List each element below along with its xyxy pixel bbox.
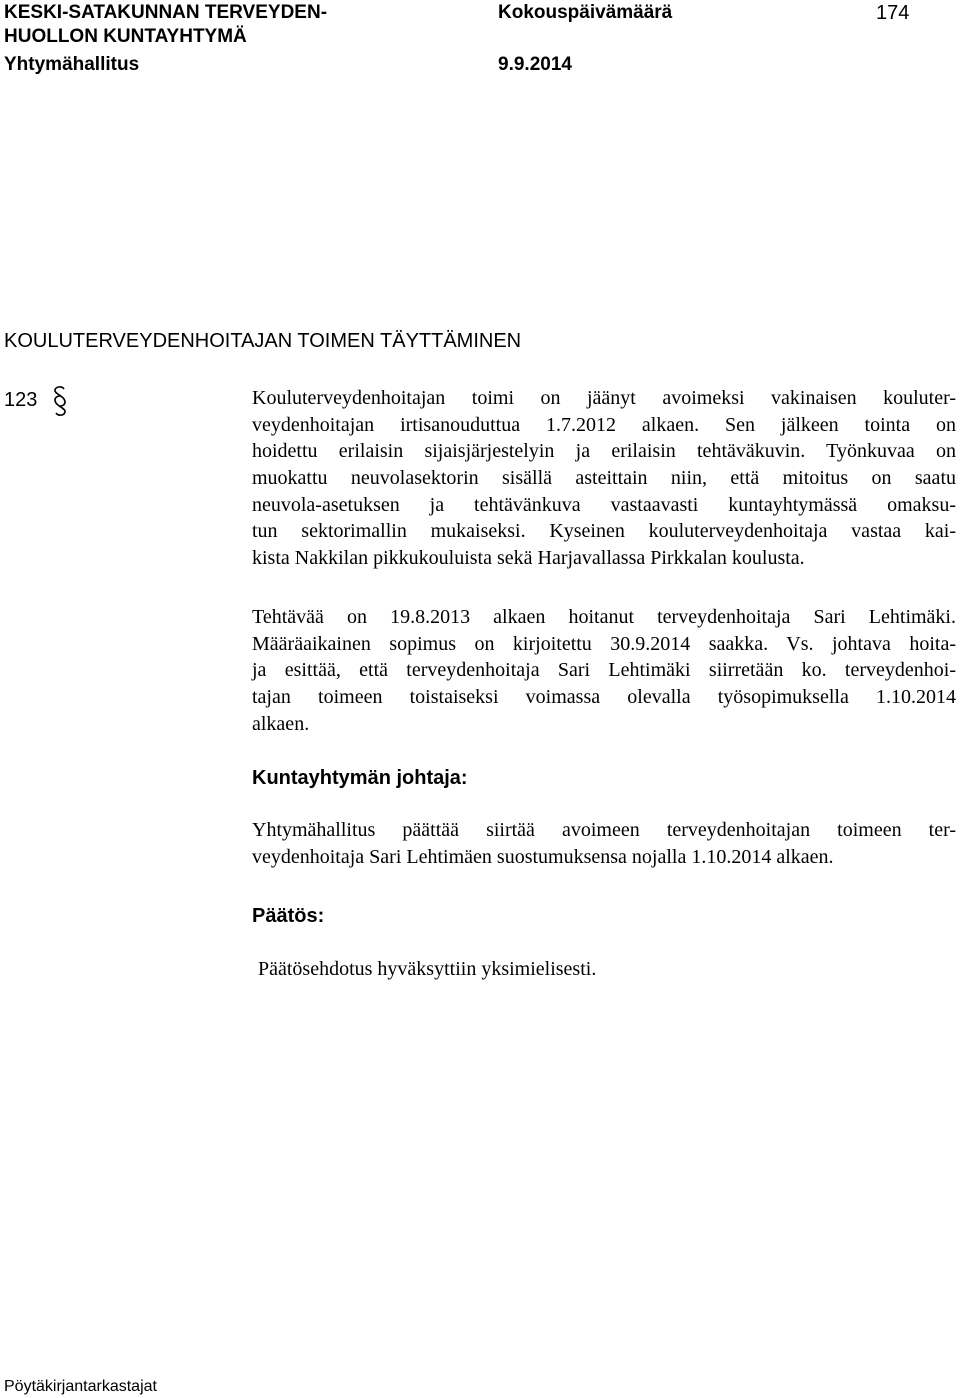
paragraph-line: veydenhoitajan irtisanouduttua 1.7.2012 alkaen. Sen jälkeen tointa on [252, 413, 956, 436]
paragraph-line: neuvola-asetuksen ja tehtävänkuva vastaavasti kuntayhtymässä omaksu- [252, 493, 956, 516]
decision-heading: Päätös: [252, 905, 325, 927]
proposal-heading: Kuntayhtymän johtaja: [252, 767, 468, 789]
footer-minutes-checkers: Pöytäkirjantarkastajat [4, 1378, 157, 1395]
meeting-date-label: Kokouspäivämäärä [498, 2, 673, 23]
paragraph-background [252, 385, 956, 572]
organization-name-line2: HUOLLON KUNTAYHTYMÄ [4, 26, 247, 47]
paragraph-line: Tehtävää on 19.8.2013 alkaen hoitanut terveydenhoitaja Sari Lehtimäki. [252, 606, 956, 628]
paragraph-line: veydenhoitaja Sari Lehtimäen suostumuksensa nojalla 1.10.2014 alkaen. [252, 845, 834, 868]
paragraph-line: Yhtymähallitus päättää siirtää avoimeen terveydenhoitajan toimeen ter- [252, 819, 956, 841]
board-name: Yhtymähallitus [4, 54, 140, 75]
paragraph-line: Määräaikainen sopimus on kirjoitettu 30.9.2014 saakka. Vs. johtava hoita- [252, 632, 956, 655]
paragraph-line: kista Nakkilan pikkukouluista sekä Harjavallassa Pirkkalan koulusta. [252, 547, 805, 570]
organization-name-line1: KESKI-SATAKUNNAN TERVEYDEN- [4, 2, 328, 23]
section-number: 123 [4, 389, 38, 411]
decision-text: Päätösehdotus hyväksyttiin yksimielisesti. [258, 958, 597, 980]
paragraph-line: tun sektorimallin mukaiseksi. Kyseinen kouluterveydenhoitaja vastaa kai- [252, 520, 956, 543]
paragraph-line: tajan toimeen toistaiseksi voimassa olevalla työsopimuksella 1.10.2014 [252, 686, 956, 709]
paragraph-current-situation [252, 604, 956, 737]
paragraph-line: ja esittää, että terveydenhoitaja Sari Lehtimäki siirretään ko. terveydenhoi- [252, 659, 956, 682]
proposal-text [252, 817, 956, 870]
page-number: 174 [876, 2, 910, 24]
paragraph-line: Kouluterveydenhoitajan toimi on jäänyt avoimeksi vakinaisen kouluter- [252, 387, 956, 409]
section-title: KOULUTERVEYDENHOITAJAN TOIMEN TÄYTTÄMINEN [4, 330, 522, 352]
meeting-date-value: 9.9.2014 [498, 54, 572, 75]
paragraph-line: alkaen. [252, 712, 310, 735]
section-sign-icon [48, 384, 72, 418]
paragraph-line: hoidettu erilaisin sijaisjärjestelyin ja erilaisin tehtäväkuvin. Työnkuvaa on [252, 440, 956, 463]
paragraph-line: muokattu neuvolasektorin sisällä asteittain niin, että mitoitus on saatu [252, 467, 956, 490]
